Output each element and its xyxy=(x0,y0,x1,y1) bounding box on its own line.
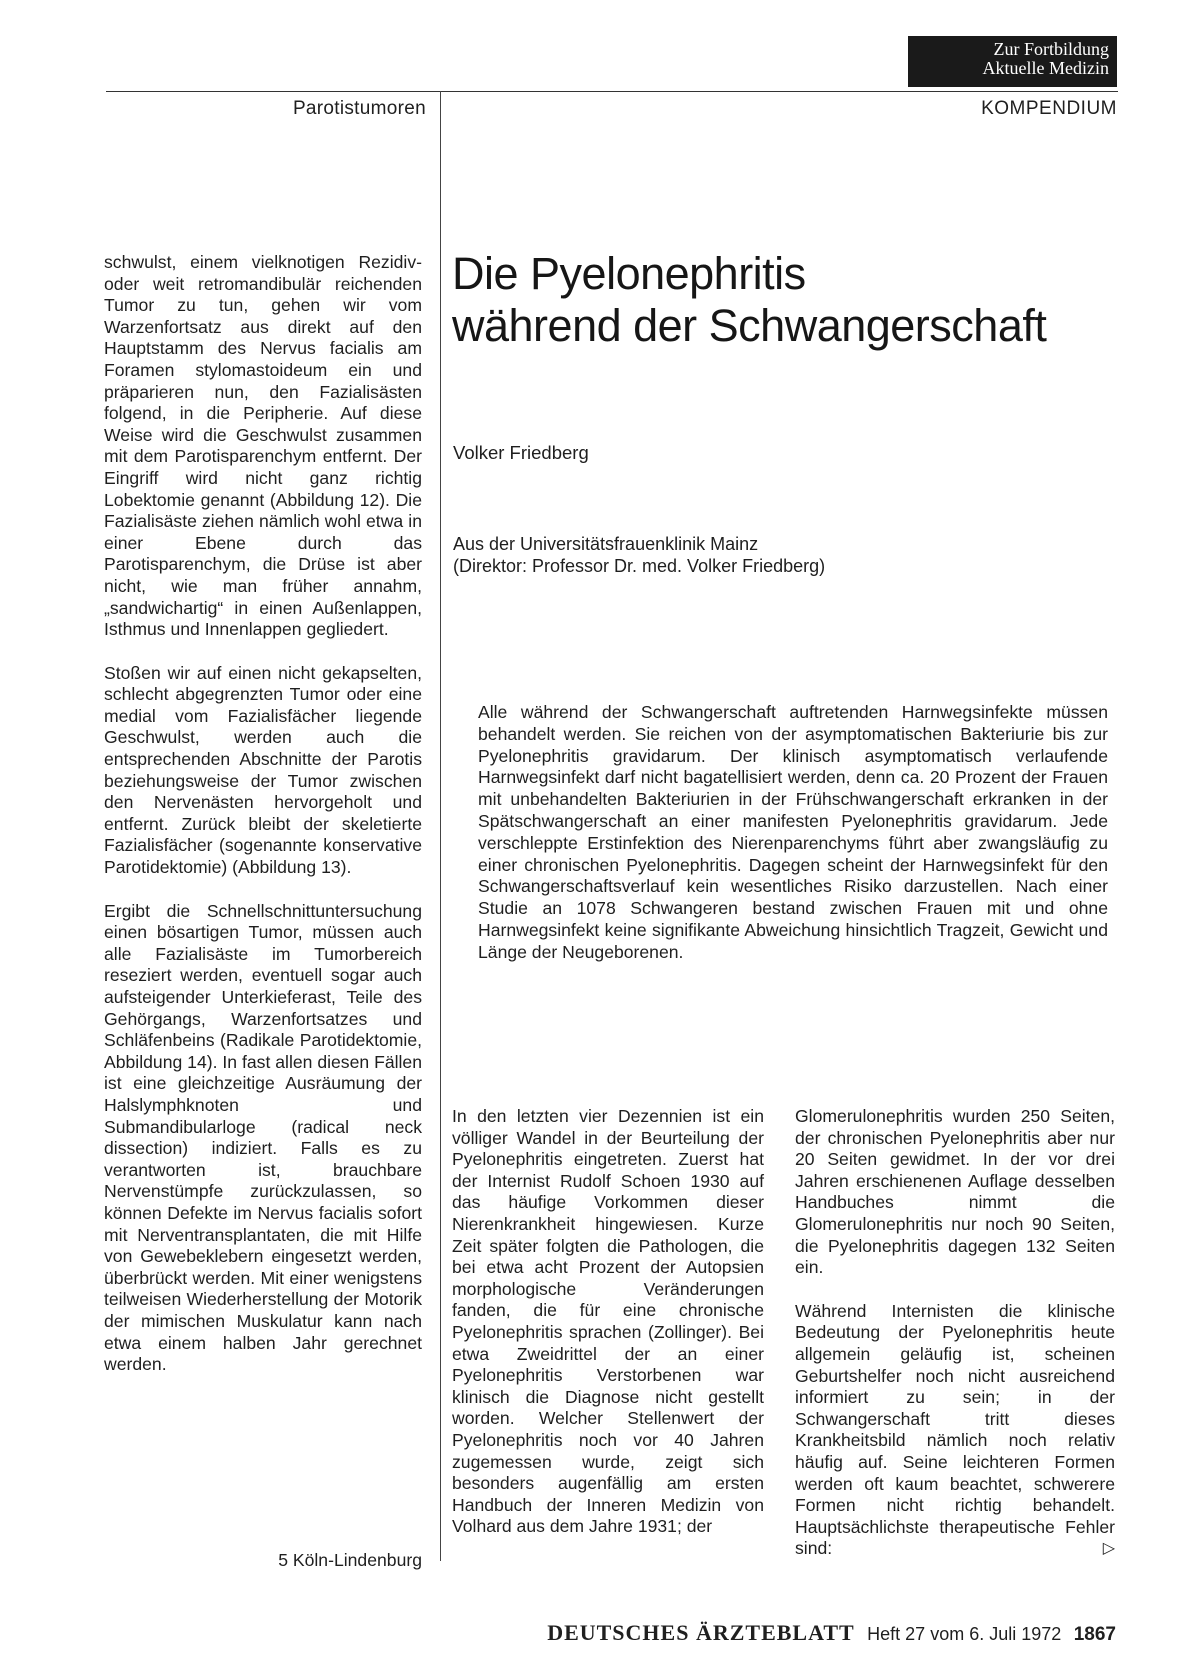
paragraph: In den letzten vier Dezennien ist ein völliger Wandel in der Beurteilung der Pyelonephritis eingetreten. Zuerst hat der Internist Rudolf Schoen 1930 auf das häufige Vorkommen dieser Nierenkrankheit hingewiesen. Kurze Zeit später folgten die Pathologen, die bei etwa acht Prozent der Autopsien morphologische Veränderungen fanden, die für eine chronische Pyelonephritis sprachen (Zollinger). Bei etwa Zweidrittel der an einer Pyelonephritis Verstorbenen war klinisch die Diagnose nicht gestellt worden. Welcher Stellenwert der Pyelonephritis noch vor 40 Jahren zugemessen wurde, zeigt sich besonders augenfällig am ersten Handbuch der Inneren Medizin von Volhard aus dem Jahre 1931; der xyxy=(452,1106,764,1537)
section-badge xyxy=(908,36,1117,87)
affiliation-line-1: Aus der Universitätsfrauenklinik Mainz xyxy=(453,534,759,554)
title-line-2: während der Schwangerschaft xyxy=(452,300,1047,351)
article-affiliation xyxy=(453,533,825,577)
badge-line-2: Aktuelle Medizin xyxy=(982,58,1109,78)
running-head-left: Parotistumoren xyxy=(292,98,426,119)
title-line-1: Die Pyelonephritis xyxy=(452,248,806,299)
article-title xyxy=(452,248,1112,352)
article-column-middle xyxy=(452,1106,764,1538)
affiliation-line-2: (Direktor: Professor Dr. med. Volker Friedberg) xyxy=(453,556,826,576)
article-abstract: Alle während der Schwangerschaft auftretenden Harnwegsinfekte müssen behandelt werden. Sie reichen von der asymptomatischen Bakteriurie bis zur Pyelonephritis gravidarum. Der klinisch asymptomatisch verlaufende Harnwegsinfekt darf nicht bagatellisiert werden, denn ca. 20 Prozent der Frauen mit unbehandelten Bakteriurien in der Frühschwangerschaft erkranken in der Spätschwangerschaft an einer manifesten Pyelonephritis gravidarum. Jede verschleppte Erstinfektion des Nierenparenchyms führt aber zwangsläufig zu einer chronischen Pyelonephritis. Dagegen scheint der Harnwegsinfekt für den Schwangerschaftsverlauf kein wesentliches Risiko darzustellen. Nach einer Studie an 1078 Schwangeren bestand zwischen Frauen mit und ohne Harnwegsinfekt keine signifikante Abweichung hinsichtlich Tragzeit, Gewicht und Länge der Neugeborenen. xyxy=(478,702,1108,962)
badge-line-1: Zur Fortbildung xyxy=(993,39,1109,59)
article-author: Volker Friedberg xyxy=(453,442,589,463)
running-head-right: KOMPENDIUM xyxy=(981,98,1117,119)
journal-name: DEUTSCHES ÄRZTEBLATT xyxy=(547,1620,855,1645)
paragraph xyxy=(795,1301,1115,1560)
paragraph: Glomerulonephritis wurden 250 Seiten, der chronischen Pyelonephritis aber nur 20 Seiten gewidmet. In der vor drei Jahren erschienenen Auflage desselben Handbuches nimmt die Glomerulonephritis nur noch 90 Seiten, die Pyelonephritis dagegen 132 Seiten ein. xyxy=(795,1106,1115,1278)
paragraph: schwulst, einem vielknotigen Rezidiv- oder weit retromandibulär reichenden Tumor zu tun, gehen wir vom Warzenfortsatz aus direkt auf den Hauptstamm des Nervus facialis am Foramen stylomastoideum ein und präparieren nun, den Fazialisästen folgend, in die Peripherie. Auf diese Weise wird die Geschwulst zusammen mit dem Parotisparenchym entfernt. Der Eingriff wird nicht ganz richtig Lobektomie genannt (Abbildung 12). Die Fazialisäste ziehen nämlich wohl etwa in einer Ebene durch das Parotisparenchym, die Drüse ist aber nicht, wie man früher annahm, „sandwichartig“ in einen Außenlappen, Isthmus und Innenlappen gegliedert. xyxy=(104,252,422,640)
continue-arrow-icon: ▷ xyxy=(1102,1540,1115,1558)
author-location: 5 Köln-Lindenburg xyxy=(278,1550,422,1570)
paragraph: Ergibt die Schnellschnittuntersuchung einen bösartigen Tumor, müssen auch alle Fazialisäste im Tumorbereich reseziert werden, eventuell sogar auch aufsteigender Unterkieferast, Teile des Gehörgangs, Warzenfortsatzes und Schläfenbeins (Radikale Parotidektomie, Abbildung 14). In fast allen diesen Fällen ist eine gleichzeitige Ausräumung der Halslymphknoten und Submandibularloge (radical neck dissection) indiziert. Falls es zu verantworten ist, brauchbare Nervenstümpfe zurückzulassen, so können Defekte im Nervus facialis sofort mit Nerventransplantaten, die mit Hilfe von Gewebeklebern eingesetzt werden, überbrückt werden. Mit einer wenigstens teilweisen Wiederherstellung der Motorik der mimischen Muskulatur kann nach etwa einem halben Jahr gerechnet werden. xyxy=(104,900,422,1375)
header-rule xyxy=(106,91,1118,92)
paragraph: Stoßen wir auf einen nicht gekapselten, schlecht abgegrenzten Tumor oder eine medial vom Fazialisfächer liegende Geschwulst, werden auch die entsprechenden Abschnitte der Parotis beziehungsweise der Tumor zwischen den Nervenästen hervorgeholt und entfernt. Zurück bleibt der skeletierte Fazialisfächer (sogenannte konservative Parotidektomie) (Abbildung 13). xyxy=(104,662,422,878)
column-divider xyxy=(440,91,441,1561)
issue-info: Heft 27 vom 6. Juli 1972 xyxy=(867,1624,1062,1644)
page-footer xyxy=(520,1620,1116,1646)
page-number: 1867 xyxy=(1073,1624,1116,1645)
paragraph-text: Während Internisten die klinische Bedeutung der Pyelonephritis heute allgemein geläufig ist, scheinen Geburtshelfer noch nicht ausreichend informiert zu sein; in der Schwangerschaft tritt dieses Krankheitsbild nämlich noch relativ häufig auf. Seine leichteren Formen werden oft kaum beachtet, schwerere Formen nicht richtig behandelt. Hauptsächlichste therapeutische Fehler sind: xyxy=(795,1300,1115,1559)
previous-article-column xyxy=(104,252,422,1376)
article-column-right xyxy=(795,1106,1115,1560)
